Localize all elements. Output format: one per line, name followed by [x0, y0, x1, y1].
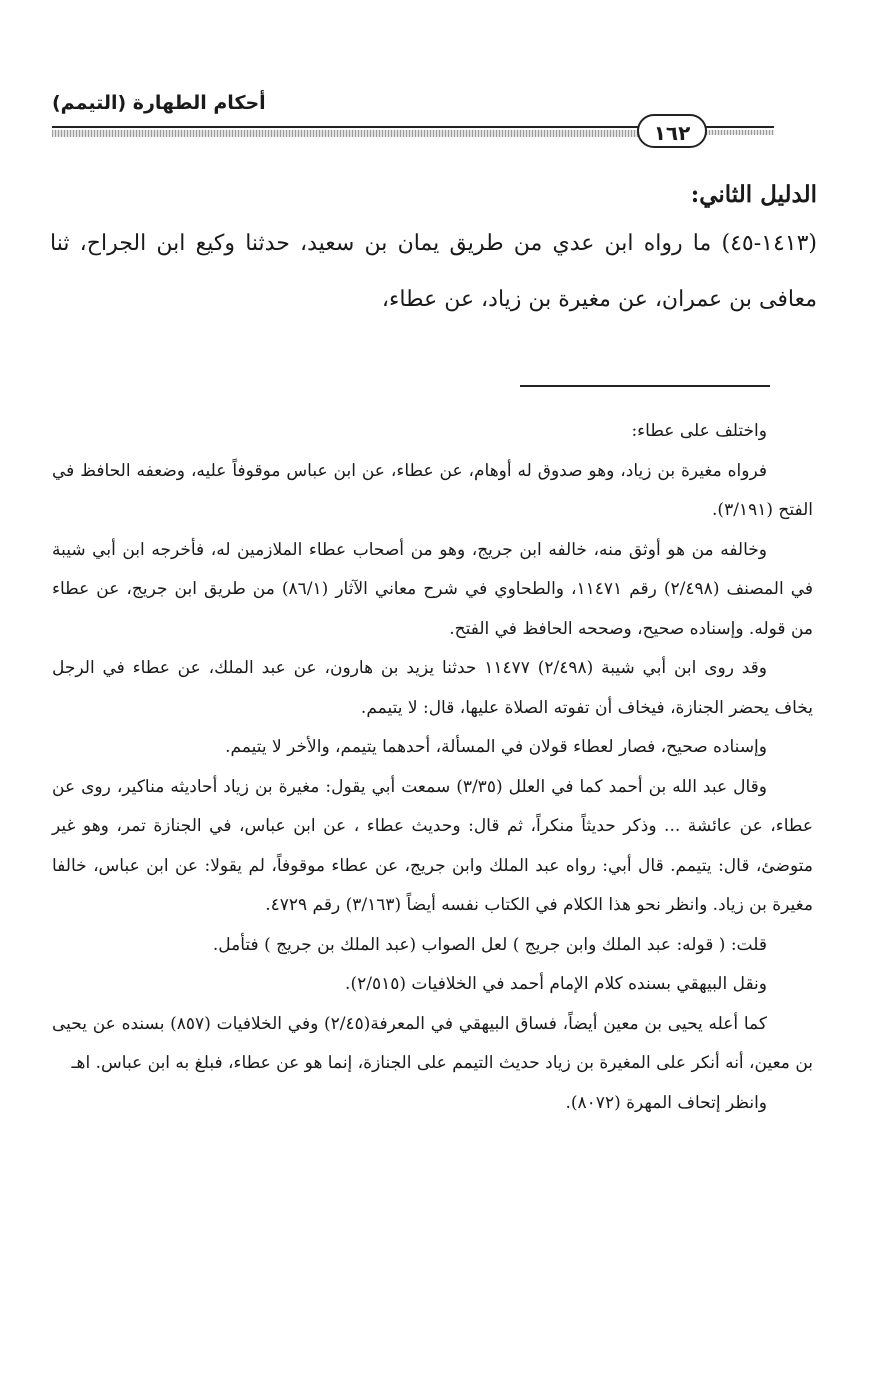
hadith-paragraph: (١٤١٣-٤٥) ما رواه ابن عدي من طريق يمان بن سعيد، حدثنا وكيع ابن الجراح، ثنا معافى بن عمران، عن مغيرة بن زياد، عن عطاء،	[50, 231, 817, 312]
page-number: ١٦٢	[637, 114, 707, 148]
footnote-paragraph: كما أعله يحيى بن معين أيضاً، فساق البيهقي في المعرفة(٢/٤٥) وفي الخلافيات (٨٥٧) بسنده عن يحيى بن معين، أنه أنكر على المغيرة بن زياد حديث التيمم على الجنازة، إنما هو عن عطاء، فبلغ به ابن عباس. اهـ	[52, 1013, 813, 1073]
footnote-paragraph: فرواه مغيرة بن زياد، وهو صدوق له أوهام، عن عطاء، عن ابن عباس موقوفاً عليه، وضعفه الحافظ في الفتح (٣/١٩١).	[52, 460, 813, 520]
footnote-separator	[520, 385, 770, 387]
header-rule	[52, 126, 640, 128]
footnote-paragraph: وخالفه من هو أوثق منه، خالفه ابن جريج، وهو من أصحاب عطاء الملازمين له، فأخرجه ابن أبي شيبة في المصنف (٢/٤٩٨) رقم ١١٤٧١، والطحاوي في شرح معاني الآثار (٨٦/١) من طريق ابن جريج، عن عطاء من قوله. وإسناده صحيح، وصححه الحافظ في الفتح.	[52, 539, 814, 639]
running-head-title: أحكام الطهارة (التيمم)	[52, 92, 266, 114]
main-text	[50, 174, 817, 328]
footnote-paragraph: واختلف على عطاء:	[631, 421, 767, 441]
header-shaded-band	[52, 130, 640, 137]
footnote-paragraph: قلت: ( قوله: عبد الملك وابن جريج ) لعل الصواب (عبد الملك بن جريج ) فتأمل.	[212, 934, 767, 955]
footnote-paragraph: وقد روى ابن أبي شيبة (٢/٤٩٨) ١١٤٧٧ حدثنا يزيد بن هارون، عن عبد الملك، عن عطاء في الرجل يخاف يحضر الجنازة، فيخاف أن تفوته الصلاة عليها، قال: لا يتيمم.	[52, 658, 813, 718]
header-rule-right	[706, 126, 774, 128]
footnote-paragraph: ونقل البيهقي بسنده كلام الإمام أحمد في الخلافيات (٢/٥١٥).	[345, 974, 767, 994]
header-shaded-band-right	[706, 130, 774, 135]
footnotes	[52, 412, 813, 1123]
footnote-paragraph: وقال عبد الله بن أحمد كما في العلل (٣/٣٥) سمعت أبي يقول: مغيرة بن زياد أحاديثه مناكير، روى عن عطاء، عن عائشة ... وذكر حديثاً منكراً، ثم قال: وحديث عطاء ، عن ابن عباس، في الجنازة تمر، وهو غير متوضئ، قال: يتيمم. قال أبي: رواه عبد الملك وابن جريج، عن عطاء موقوفاً، لم يقولا: عن ابن عباس، خالفا مغيرة بن زياد. وانظر نحو هذا الكلام في الكتاب نفسه أيضاً (٣/١٦٣) رقم ٤٧٢٩.	[52, 776, 813, 915]
footnote-paragraph: وانظر إتحاف المهرة (٨٠٧٢).	[565, 1092, 767, 1113]
footnote-paragraph: وإسناده صحيح، فصار لعطاء قولان في المسألة، أحدهما يتيمم، والأخر لا يتيمم.	[225, 737, 767, 757]
section-heading: الدليل الثاني:	[690, 181, 817, 208]
